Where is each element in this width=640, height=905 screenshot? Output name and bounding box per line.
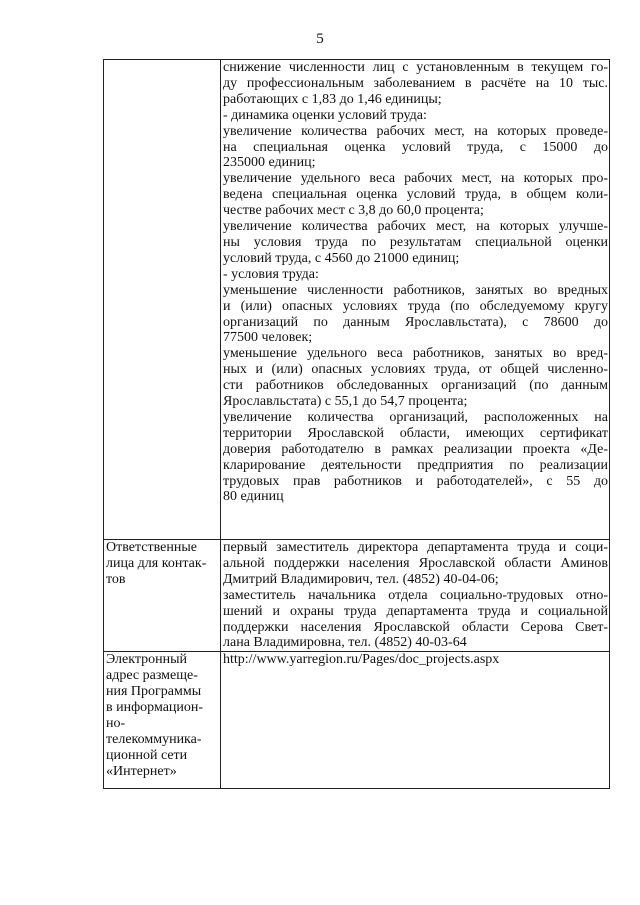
text-line: сти работников обследованных организаций (по данным	[223, 378, 608, 394]
text-line: ных и (или) опасных условиях труда, от общей численно-	[223, 362, 608, 378]
text-line: заместитель начальника отдела социально-трудовых отно-	[223, 587, 608, 603]
text-line: честве рабочих мест с 3,8 до 60,0 процента;	[223, 203, 484, 219]
text-line: 235000 единиц;	[223, 155, 316, 171]
contact-paragraph	[223, 588, 608, 652]
text-line: доверия работодателю в рамках реализации проекта «Де-	[223, 441, 608, 457]
text-line: - условия труда:	[223, 266, 319, 282]
table-row-expected-results	[104, 60, 610, 540]
row-label-line: ционной сети	[106, 747, 188, 763]
expected-results-cell	[221, 60, 610, 540]
text-line: 77500 человек;	[223, 330, 313, 346]
text-line: увеличение количества рабочих мест, на которых проведе-	[223, 123, 608, 139]
text-line: и (или) опасных условиях труда (по обследуемому кругу	[223, 298, 608, 314]
text-line: альной поддержки населения Ярославской области Аминов	[223, 555, 608, 571]
text-line: снижение численности лиц с установленным в текущем го-	[223, 60, 608, 75]
result-paragraph	[223, 219, 608, 267]
contacts-value-cell	[221, 540, 610, 652]
text-line: трудовых прав работников и работодателей», с 55 до	[223, 473, 608, 489]
text-line: работающих с 1,83 до 1,46 единицы;	[223, 91, 442, 107]
text-line: территории Ярославской области, имеющих сертификат	[223, 425, 608, 441]
text-line: Ярославльстата) с 55,1 до 54,7 процента;	[223, 394, 468, 410]
url-value-cell	[221, 652, 610, 789]
row-label-line: Электронный	[106, 652, 188, 668]
row-label-line: адрес размеще-	[106, 668, 198, 684]
text-line: поддержки населения Ярославской области Серова Свет-	[223, 619, 608, 635]
url-label-cell	[104, 652, 221, 789]
page-number: 5	[316, 31, 324, 47]
row-label-line: ния Программы	[106, 684, 202, 700]
text-line: уменьшение численности работников, занятых во вредных	[223, 282, 608, 298]
contact-paragraph	[223, 540, 608, 588]
text-line: увеличение количества рабочих мест, на которых улучше-	[223, 219, 608, 235]
row-label-line: в информацион-	[106, 700, 204, 716]
text-line: Дмитрий Владимирович, тел. (4852) 40-04-06;	[223, 571, 499, 587]
text-line: - динамика оценки условий труда:	[223, 107, 427, 123]
table-row-url	[104, 652, 610, 789]
result-paragraph	[223, 60, 608, 108]
text-line: шений и охраны труда департамента труда и социальной	[223, 603, 608, 619]
row-label-line: Ответственные	[106, 540, 197, 555]
text-line: условий труда, с 4560 до 21000 единиц;	[223, 250, 460, 266]
result-paragraph	[223, 171, 608, 219]
program-url-link[interactable]: http://www.yarregion.ru/Pages/doc_projects.aspx	[223, 652, 500, 668]
text-line: увеличение удельного веса рабочих мест, на которых про-	[223, 171, 608, 187]
text-line: первый заместитель директора департамента труда и соци-	[223, 540, 608, 555]
text-line: кларирование деятельности предприятия по реализации	[223, 457, 608, 473]
contacts-label-cell	[104, 540, 221, 652]
result-paragraph	[223, 410, 608, 505]
row-label-line: «Интернет»	[106, 763, 177, 779]
result-paragraph	[223, 346, 608, 410]
row-label-cell	[104, 60, 221, 540]
text-line: увеличение количества организаций, расположенных на	[223, 409, 608, 425]
text-line: ду профессиональным заболеванием в расчёте на 10 тыс.	[223, 75, 608, 91]
result-paragraph	[223, 267, 608, 283]
row-label-line: лица для контак-	[106, 555, 207, 571]
text-line: ны условия труда по результатам специальной оценки	[223, 234, 608, 250]
table-row-contacts	[104, 540, 610, 652]
text-line: лана Владимировна, тел. (4852) 40-03-64	[223, 635, 467, 651]
row-label-line: тов	[106, 571, 126, 587]
result-paragraph	[223, 124, 608, 172]
text-line: ведена специальная оценка условий труда, в общем коли-	[223, 187, 608, 203]
result-paragraph	[223, 283, 608, 347]
result-paragraph	[223, 108, 608, 124]
program-passport-table	[103, 59, 610, 789]
text-line: на специальная оценка условий труда, с 15000 до	[223, 139, 608, 155]
text-line: организаций по данным Ярославльстата), с 78600 до	[223, 314, 608, 330]
row-label-line: но-	[106, 715, 126, 731]
row-label-line: телекоммуника-	[106, 731, 202, 747]
text-line: 80 единиц	[223, 489, 284, 505]
text-line: уменьшение удельного веса работников, занятых во вред-	[223, 346, 608, 362]
